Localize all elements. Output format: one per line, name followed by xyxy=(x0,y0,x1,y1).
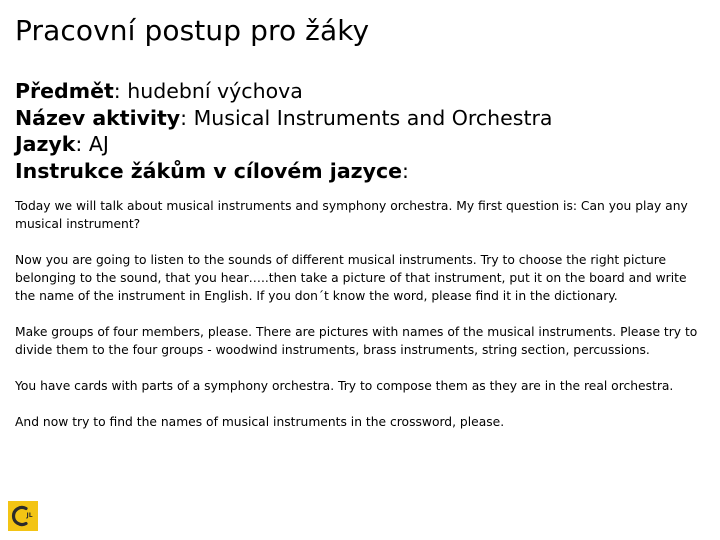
instruction-paragraph-2: Now you are going to listen to the sounds of different musical instruments. Try to choose the right picture belonging to the sound, that you hear…..then take a picture of that instrument, put it on the board and write the name of the instrument in English. If you don´t know the word, please find it in the dictionary. xyxy=(15,253,687,303)
language-value: AJ xyxy=(82,132,109,156)
instruction-paragraph-4: You have cards with parts of a symphony orchestra. Try to compose them as they are in the real orchestra. xyxy=(15,379,674,393)
activity-name-label: Název aktivity xyxy=(15,105,181,130)
activity-info xyxy=(15,78,552,184)
instruction-paragraph-3: Make groups of four members, please. There are pictures with names of the musical instruments. Please try to divide them to the four groups - woodwind instruments, brass instruments, string section, percussions. xyxy=(15,325,698,357)
svg-text:JL: JL xyxy=(26,512,33,519)
activity-name-value: Musical Instruments and Orchestra xyxy=(187,105,553,130)
activity-name-row: Název aktivity: Musical Instruments and Orchestra xyxy=(15,105,553,130)
language-label: Jazyk xyxy=(15,132,76,156)
instructions-text xyxy=(15,197,701,449)
subject-value: hudební výchova xyxy=(120,79,303,103)
language-row: Jazyk: AJ xyxy=(15,132,109,156)
instruction-paragraph-1: Today we will talk about musical instruments and symphony orchestra. My first question is: Can you play any musical instrument? xyxy=(15,199,688,231)
instructions-heading-row: Instrukce žákům v cílovém jazyce: xyxy=(15,158,409,183)
subject-label: Předmět xyxy=(15,79,114,103)
instructions-heading: Instrukce žákům v cílovém jazyce xyxy=(15,158,403,183)
subject-row: Předmět: hudební výchova xyxy=(15,79,303,103)
page-title: Pracovní postup pro žáky xyxy=(15,14,370,47)
cjl-logo-icon xyxy=(8,501,38,531)
instruction-paragraph-5: And now try to find the names of musical instruments in the crossword, please. xyxy=(15,415,505,429)
